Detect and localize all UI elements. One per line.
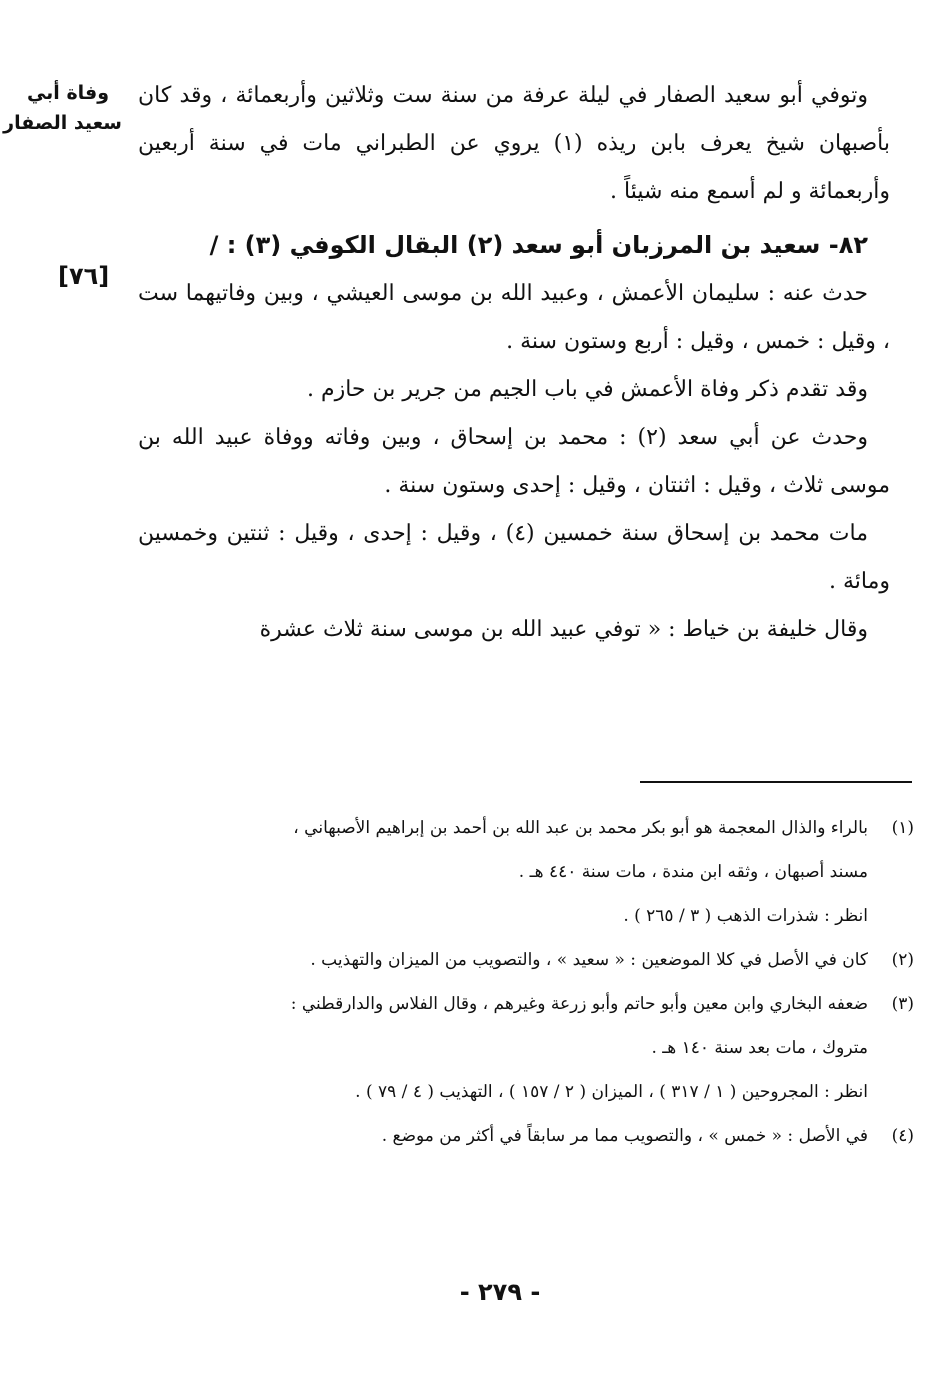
paragraph-death-year: مات محمد بن إسحاق سنة خمسين (٤) ، وقيل : إحدى ، وقيل : ثنتين وخمسين ومائة . (138, 521, 890, 594)
entry-number: [٧٦] (58, 262, 110, 290)
entry-heading: ٨٢- سعيد بن المرزبان أبو سعد (٢) البقال الكوفي (٣) : / (209, 231, 868, 259)
footnote-line: انظر : شذرات الذهب ( ٣ / ٢٦٥ ) . (623, 906, 868, 926)
margin-note (3, 78, 122, 138)
footnote-number: (٣) (891, 994, 914, 1014)
page-number: - ٢٧٩ - (459, 1278, 541, 1306)
footnote-1 (138, 806, 914, 938)
paragraph-earlier-mention: وقد تقدم ذكر وفاة الأعمش في باب الجيم من جرير بن حازم . (307, 377, 868, 402)
margin-note-line-2: سعيد الصفار (3, 112, 122, 134)
paragraph-death-note: وتوفي أبو سعيد الصفار في ليلة عرفة من سنة ست وثلاثين وأربعمائة ، وقد كان بأصبهان شيخ يعرف بابن ريذه (١) يروي عن الطبراني مات في سنة أربعين وأربعمائة و لم أسمع منه شيئاً . (138, 83, 890, 204)
footnote-line: كان في الأصل في كلا الموضعين : « سعيد » ، والتصويب من الميزان والتهذيب . (310, 950, 868, 970)
footnote-number: (٤) (891, 1126, 914, 1146)
footnotes (138, 806, 914, 1158)
footnote-separator (640, 781, 912, 783)
footnote-line: متروك ، مات بعد سنة ١٤٠ هـ . (651, 1038, 868, 1058)
footnote-line: مسند أصبهان ، وثقه ابن مندة ، مات سنة ٤٤٠ هـ . (518, 862, 868, 882)
footnote-line: بالراء والذال المعجمة هو أبو بكر محمد بن عبد الله بن أحمد بن إبراهيم الأصبهاني ، (293, 818, 868, 838)
paragraph-khalifa-quote: وقال خليفة بن خياط : « توفي عبيد الله بن موسى سنة ثلاث عشرة (259, 617, 868, 642)
footnote-line: انظر : المجروحين ( ١ / ٣١٧ ) ، الميزان ( ٢ / ١٥٧ ) ، التهذيب ( ٤ / ٧٩ ) . (355, 1082, 868, 1102)
margin-note-line-1: وفاة أبي (26, 82, 110, 104)
footnote-line: في الأصل : « خمس » ، والتصويب مما مر سابقاً في أكثر من موضع . (381, 1126, 868, 1146)
footnote-number: (١) (891, 818, 914, 838)
footnote-line: ضعفه البخاري وابن معين وأبو حاتم وأبو زرعة وغيرهم ، وقال الفلاس والدارقطني : (290, 994, 868, 1014)
main-text (138, 72, 890, 654)
footnote-number: (٢) (891, 950, 914, 970)
footnote-4 (138, 1114, 914, 1158)
footnote-2 (138, 938, 914, 982)
paragraph-narrated-by: وحدث عن أبي سعد (٢) : محمد بن إسحاق ، وبين وفاته ووفاة عبيد الله بن موسى ثلاث ، وقيل : اثنتان ، وقيل : إحدى وستون سنة . (138, 425, 890, 498)
footnote-3 (138, 982, 914, 1114)
paragraph-narrated-from: حدث عنه : سليمان الأعمش ، وعبيد الله بن موسى العيشي ، وبين وفاتيهما ست ، وقيل : خمس ، وقيل : أربع وستون سنة . (138, 281, 890, 354)
